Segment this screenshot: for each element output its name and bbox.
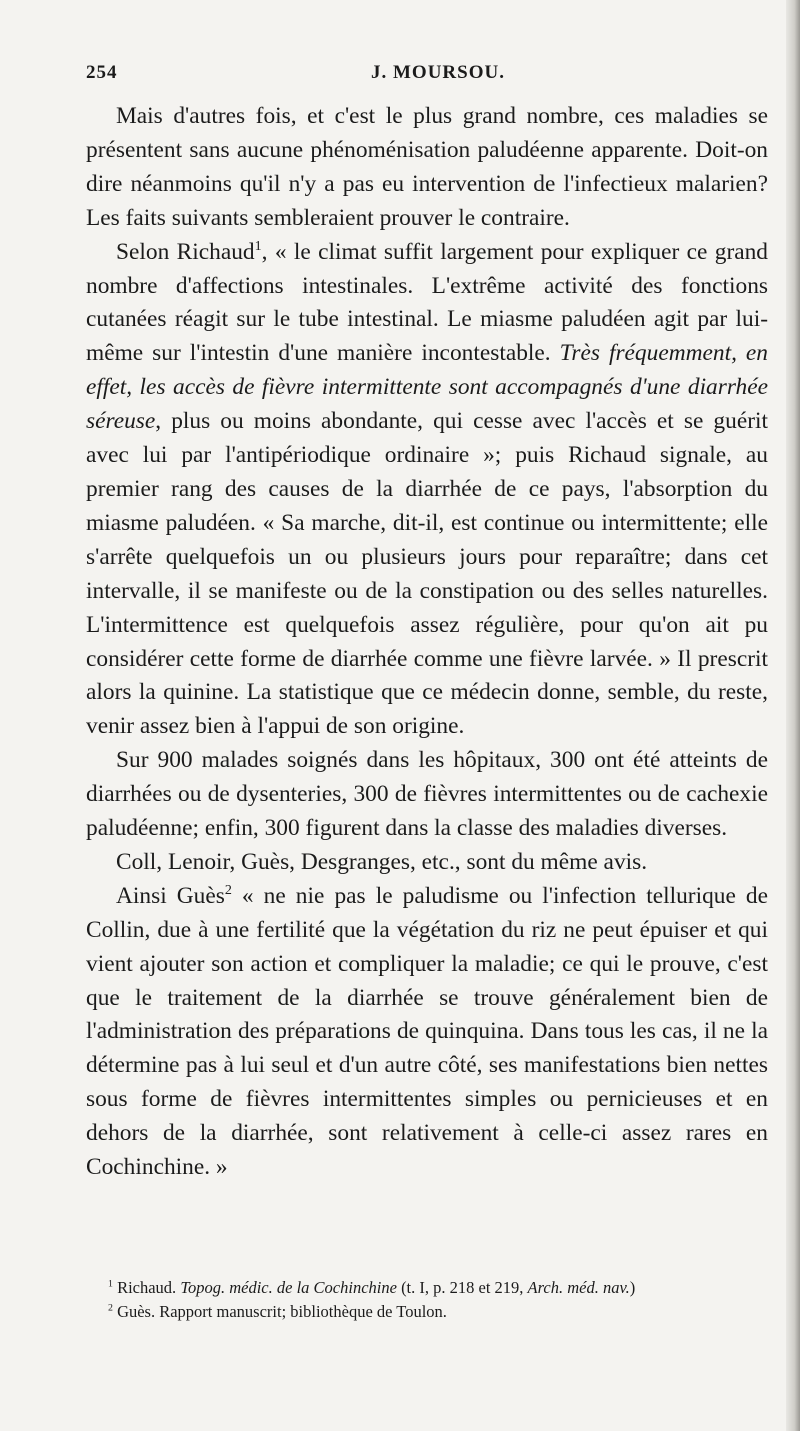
paragraph-5-text: Ainsi Guès [116,882,225,909]
body-text [86,100,768,1185]
footnote-ref-2: 2 [224,882,232,899]
paragraph-4: Coll, Lenoir, Guès, Desgranges, etc., sont du même avis. [116,848,648,875]
footnote-1-journal: Arch. méd. nav. [527,1278,630,1297]
paragraph-2 [86,236,768,745]
paragraph-1: Mais d'autres fois, et c'est le plus grand nombre, ces maladies se présentent sans aucune phénoménisation paludéenne apparente. Doit-on dire néanmoins qu'il n'y a pas eu intervention de l'infectieux malarien? Les faits suivants sembleraient prouver le contraire. [86,103,768,231]
page-number: 254 [86,62,118,83]
footnote-ref-1: 1 [254,237,262,254]
footnote-1-text: ) [629,1278,636,1297]
paragraph-2-text: , « le climat suffit largement pour expliquer ce grand nombre d'affections intestinales. L'extrême activité des fonctions cutanées réagit sur le tube intestinal. Le miasme paludéen agit par lui-même sur l'intestin d'une manière incontestable. [86,238,769,367]
running-head-author: J. MOURSOU. [371,62,505,83]
footnote-1-text: (t. I, p. 218 et 219, [396,1278,528,1297]
paragraph-2-text: , plus ou moins abondante, qui cesse avec l'accès et se guérit avec lui par l'antipériodique ordinaire »; puis Richaud signale, au premier rang des causes de la diarrhée de ce pays, l'absorption du miasme paludéen. « Sa marche, dit-il, est continue ou intermittente; elle s'arrête quelquefois un ou plusieurs jours pour reparaître; dans cet intervalle, il se manifeste ou de la constipation ou des selles naturelles. L'intermittence est quelquefois assez régulière, pour qu'on ait pu considérer cette forme de diarrhée comme une fièvre larvée. » Il prescrit alors la quinine. La statistique que ce médecin donne, semble, du reste, venir assez bien à l'appui de son origine. [86,408,768,740]
footnote-1-mark: 1 [108,1278,113,1290]
paragraph-2-text: Selon Richaud [116,238,255,265]
paragraph-5 [86,880,768,1185]
footnote-2-text: Guès. Rapport manuscrit; bibliothèque de Toulon. [112,1302,447,1321]
footnote-2-mark: 2 [108,1302,113,1314]
running-header [86,62,786,88]
footnotes [86,1276,768,1324]
paragraph-5-text: « ne nie pas le paludisme ou l'infection tellurique de Collin, due à une fertilité que la végétation du riz ne peut épuiser et qui vient ajouter son action et compliquer la maladie; ce qui le prouve, c'est que le traitement de la diarrhée se trouve généralement bien de l'administration des préparations de quinquina. Dans tous les cas, il ne la détermine pas à lui seul et d'un autre côté, ses manifestations bien nettes sous forme de fièvres intermittentes simples ou pernicieuses et en dehors de la diarrhée, sont relativement à celle-ci assez rares en Cochinchine. » [86,882,768,1181]
paragraph-3: Sur 900 malades soignés dans les hôpitaux, 300 ont été atteints de diarrhées ou de dysenteries, 300 de fièvres intermittentes ou de cachexie paludéenne; enfin, 300 figurent dans la classe des maladies diverses. [86,747,768,842]
footnote-2 [86,1300,768,1324]
footnote-1-text: Richaud. [112,1278,181,1297]
scan-page-edge [786,0,800,1431]
paragraph-2-italic: Très fréquemment, en effet, les accès de fièvre intermittente sont accompagnés d'une diarrhée séreuse [86,340,769,435]
footnote-1-title: Topog. médic. de la Cochinchine [180,1278,397,1297]
footnote-1 [86,1276,768,1300]
